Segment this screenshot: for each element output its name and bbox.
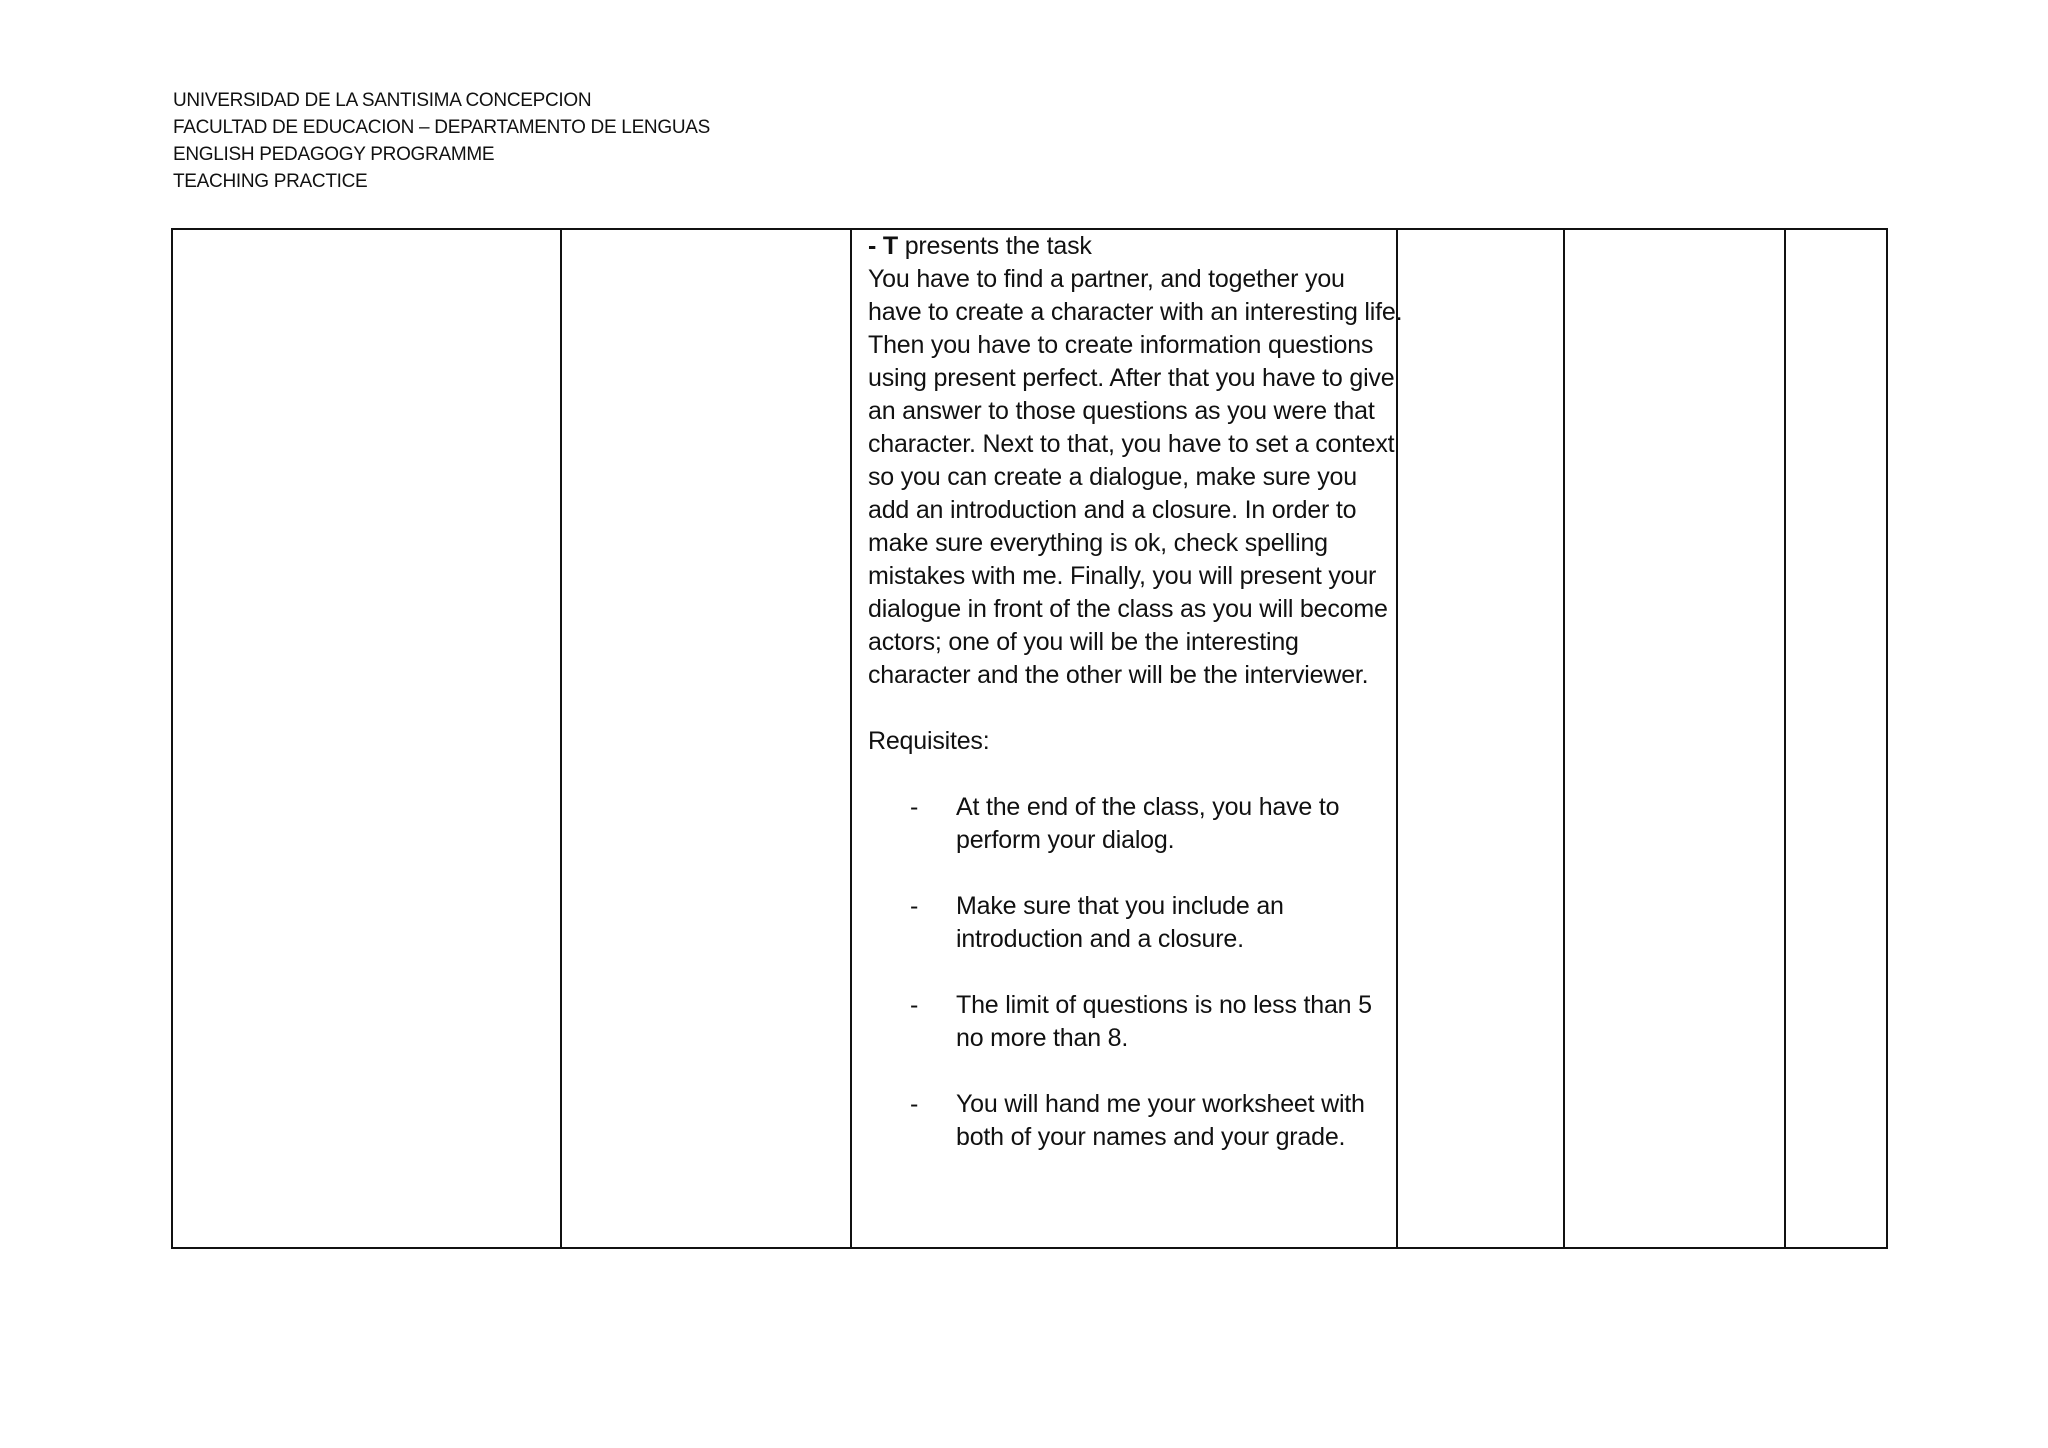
requisite-item: [868, 989, 1403, 1055]
requisite-item: [868, 890, 1403, 956]
header-faculty: FACULTAD DE EDUCACION – DEPARTAMENTO DE LENGUAS: [173, 117, 711, 138]
task-heading: [868, 230, 1403, 263]
requisites-list: [868, 791, 1403, 1154]
page-header: [173, 87, 710, 195]
column-divider: [1563, 230, 1565, 1247]
bullet-dash: -: [910, 1090, 919, 1118]
requisite-item: [868, 1088, 1403, 1154]
task-instructions: You have to find a partner, and together you have to create a character with an interesting life. Then you have to create information questions using present perfect. After that you have to give an answer to those questions as you were that character. Next to that, you have to set a context so you can create a dialogue, make sure you add an introduction and a closure. In order to make sure everything is ok, check spelling mistakes with me. Finally, you will present your dialogue in front of the class as you will become actors; one of you will be the interesting character and the other will be the interviewer.: [868, 265, 1403, 689]
task-cell: [868, 230, 1403, 1187]
requisite-text: Make sure that you include an introduction and a closure.: [956, 892, 1284, 953]
requisite-item: [868, 791, 1403, 857]
requisite-text: The limit of questions is no less than 5 no more than 8.: [956, 991, 1372, 1052]
column-divider: [1784, 230, 1786, 1247]
column-divider: [560, 230, 562, 1247]
bullet-dash: -: [910, 892, 919, 920]
lesson-plan-table: [171, 228, 1888, 1249]
bullet-dash: -: [910, 793, 919, 821]
requisite-text: At the end of the class, you have to perform your dialog.: [956, 793, 1340, 854]
header-programme: ENGLISH PEDAGOGY PROGRAMME: [173, 144, 495, 165]
column-divider: [850, 230, 852, 1247]
header-university: UNIVERSIDAD DE LA SANTISIMA CONCEPCION: [173, 90, 592, 111]
task-heading-text: presents the task: [897, 232, 1092, 260]
teacher-marker: - T: [868, 232, 898, 260]
requisites-label: Requisites:: [868, 727, 990, 755]
header-course: TEACHING PRACTICE: [173, 171, 368, 192]
requisite-text: You will hand me your worksheet with both of your names and your grade.: [956, 1090, 1365, 1151]
bullet-dash: -: [910, 991, 919, 1019]
